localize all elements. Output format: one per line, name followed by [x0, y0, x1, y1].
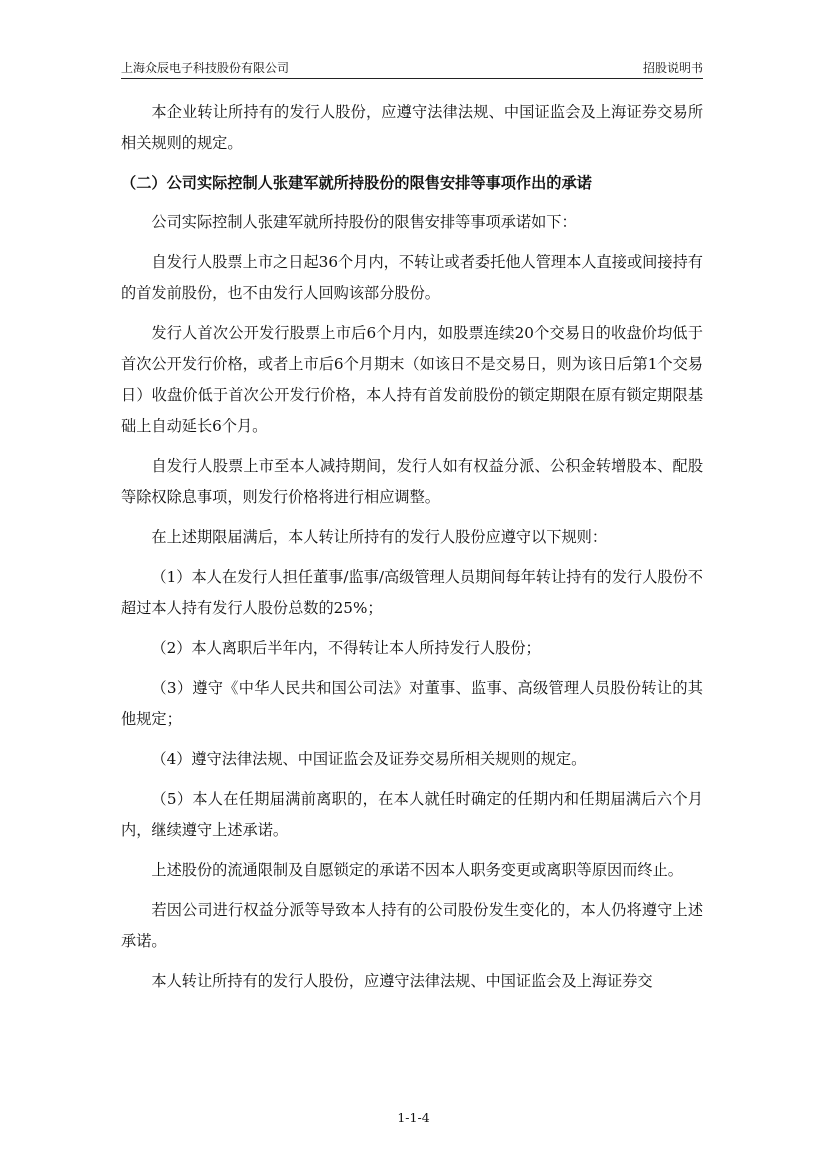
- page-header: [121, 56, 703, 79]
- paragraph: 公司实际控制人张建军就所持股份的限售安排等事项承诺如下：: [151, 213, 577, 231]
- paragraph: 若因公司进行权益分派等导致本人持有的公司股份发生变化的，本人仍将遵守上述承诺。: [121, 901, 703, 950]
- header-company-name: 上海众辰电子科技股份有限公司: [121, 61, 290, 75]
- rule-item-5: （5）本人在任期届满前离职的，在本人就任时确定的任期内和任期届满后六个月内，继续遵守上述承诺。: [121, 790, 703, 839]
- paragraph: 自发行人股票上市之日起36个月内，不转让或者委托他人管理本人直接或间接持有的首发前股份，也不由发行人回购该部分股份。: [121, 253, 703, 302]
- section-heading: （二）公司实际控制人张建军就所持股份的限售安排等事项作出的承诺: [121, 174, 592, 192]
- page-number: 1-1-4: [397, 1110, 430, 1125]
- paragraph-intro: 本企业转让所持有的发行人股份，应遵守法律法规、中国证监会及上海证券交易所相关规则的规定。: [121, 103, 703, 152]
- rule-item-2: （2）本人离职后半年内，不得转让本人所持发行人股份；: [151, 639, 541, 657]
- paragraph: 本人转让所持有的发行人股份，应遵守法律法规、中国证监会及上海证券交: [151, 972, 653, 990]
- paragraph: 在上述期限届满后，本人转让所持有的发行人股份应遵守以下规则：: [151, 528, 608, 546]
- document-body: [121, 97, 703, 1006]
- paragraph: 自发行人股票上市至本人减持期间，发行人如有权益分派、公积金转增股本、配股等除权除息事项，则发行价格将进行相应调整。: [121, 457, 703, 506]
- paragraph: 发行人首次公开发行股票上市后6个月内，如股票连续20个交易日的收盘价均低于首次公开发行价格，或者上市后6个月期末（如该日不是交易日，则为该日后第1个交易日）收盘价低于首次公开发行价格，本人持有首发前股份的锁定期限在原有锁定期限基础上自动延长6个月。: [121, 324, 703, 435]
- rule-item-4: （4）遵守法律法规、中国证监会及证券交易所相关规则的规定。: [151, 750, 587, 768]
- rule-item-1: （1）本人在发行人担任董事/监事/高级管理人员期间每年转让持有的发行人股份不超过本人持有发行人股份总数的25%；: [121, 568, 703, 617]
- paragraph: 上述股份的流通限制及自愿锁定的承诺不因本人职务变更或离职等原因而终止。: [151, 861, 683, 879]
- header-document-type: 招股说明书: [642, 61, 703, 75]
- rule-item-3: （3）遵守《中华人民共和国公司法》对董事、监事、高级管理人员股份转让的其他规定；: [121, 679, 703, 728]
